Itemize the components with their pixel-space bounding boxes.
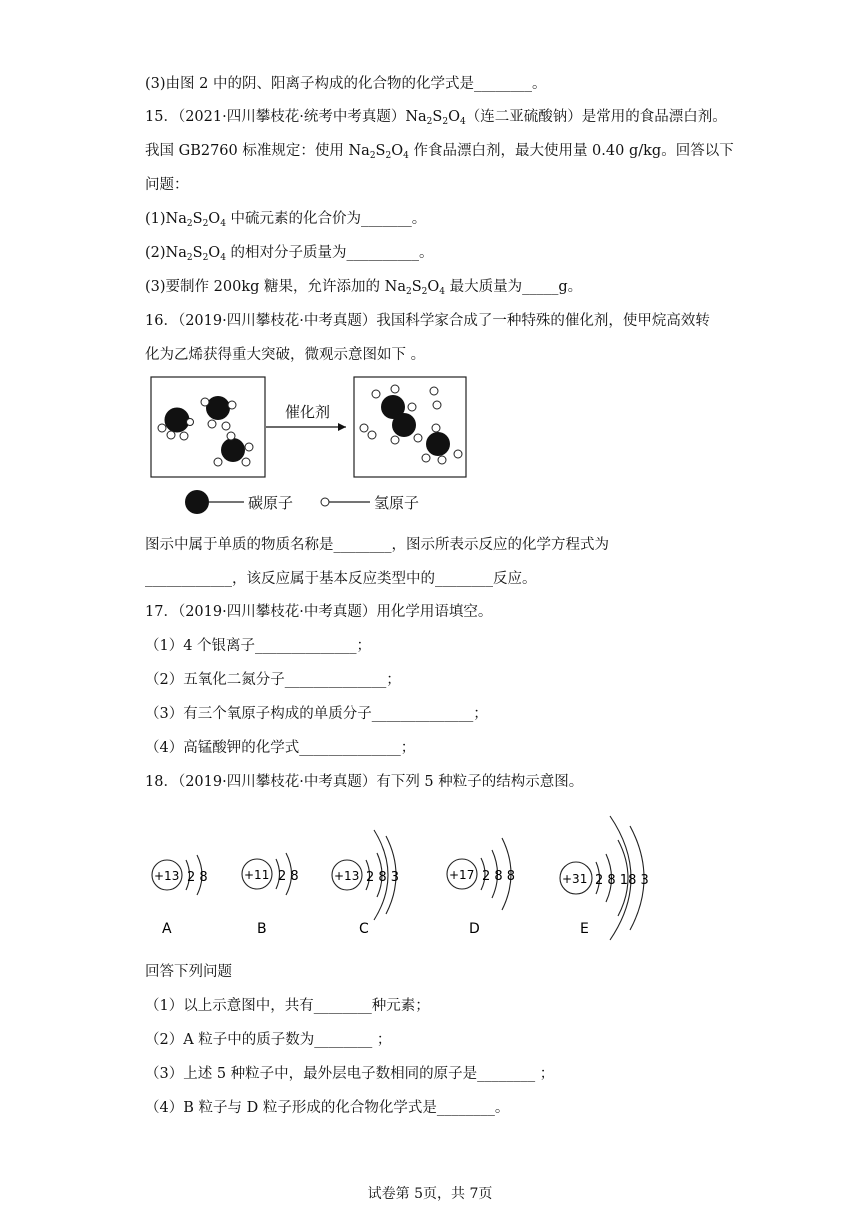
q18-item-3: （3）上述 5 种粒子中，最外层电子数相同的原子是________ ； [145,1066,555,1082]
q17-item-3: （3）有三个氧原子构成的单质分子______________； [145,706,488,722]
q18-item-1: （1）以上示意图中，共有________种元素； [145,998,430,1014]
page-footer: 试卷第 5页，共 7页 [367,1186,493,1202]
hydrogen-legend-icon [321,498,329,506]
q17-stem: 17．（2019·四川攀枝花·中考真题）用化学用语填空。 [145,604,493,620]
methane-molecule [221,438,245,462]
shells-c: 2 8 3 [366,870,400,885]
nucleus-b: +11 [244,868,270,882]
q18-prompt: 回答下列问题 [145,964,232,980]
shells-d: 2 8 8 [482,869,516,884]
q17-item-1: （1）4 个银离子______________； [145,638,372,654]
nucleus-e: +31 [562,872,588,886]
ethylene-molecule [381,395,416,437]
q18-item-4: （4）B 粒子与 D 粒子形成的化合物化学式是________。 [145,1100,510,1116]
particle-structure-diagrams [140,810,670,950]
catalyst-label: 催化剂 [285,403,331,421]
label-a: A [162,921,172,937]
nucleus-d: +17 [449,868,475,882]
legend-hydrogen-label: 氢原子 [374,494,420,512]
label-c: C [359,921,369,937]
q15-head: 15．（2021·四川攀枝花·统考中考真题） [145,109,406,125]
q16-answer-line1: 图示中属于单质的物质名称是________，图示所表示反应的化学方程式为 [145,537,609,553]
legend-carbon-label: 碳原子 [248,494,294,512]
formula-na2s2o4: $Na_2S_2O_4$ [348,143,409,161]
q18-stem: 18．（2019·四川攀枝花·中考真题）有下列 5 种粒子的结构示意图。 [145,774,584,790]
q15-part1: $(1)Na_2S_2O_4$ 中硫元素的化合价为_______。 [145,211,427,229]
q15-part2: $(2)Na_2S_2O_4$ 的相对分子质量为__________。 [145,245,434,263]
q15-stem-line3: 问题： [145,177,189,193]
label-e: E [580,921,589,937]
q15-part3: (3)要制作 200kg 糖果，允许添加的 $Na_2S_2O_4$ 最大质量为_____g。 [145,279,583,297]
ethylene-molecule [426,432,450,456]
reaction-diagram [140,372,480,520]
formula-na2s2o4: $Na_2S_2O_4$ [384,279,445,297]
formula-na2s2o4: $Na_2S_2O_4$ [165,245,226,263]
shells-a: 2 8 [187,870,208,885]
carbon-legend-icon [185,490,209,514]
label-b: B [257,921,267,937]
q17-item-2: （2）五氧化二氮分子______________； [145,672,401,688]
shells-e: 2 8 18 3 [595,873,649,888]
methane-molecule [206,396,230,420]
nucleus-c: +13 [334,869,360,883]
formula-na2s2o4: $Na_2S_2O_4$ [405,109,466,127]
q15-stem-line1: 15．（2021·四川攀枝花·统考中考真题）$Na_2S_2O_4$（连二亚硫酸钠）是常用的食品漂白剂。 [145,109,727,127]
q14-part3: (3)由图 2 中的阴、阳离子构成的化合物的化学式是________。 [145,76,547,92]
q16-stem-line1: 16．（2019·四川攀枝花·中考真题）我国科学家合成了一种特殊的催化剂，使甲烷高效转 [145,313,710,329]
q17-item-4: （4）高锰酸钾的化学式______________； [145,740,416,756]
nucleus-a: +13 [154,869,180,883]
q16-stem-line2: 化为乙烯获得重大突破，微观示意图如下 。 [145,347,426,363]
shells-b: 2 8 [278,869,299,884]
q18-item-2: （2）A 粒子中的质子数为________ ； [145,1032,392,1048]
label-d: D [469,921,480,937]
formula-na2s2o4: $Na_2S_2O_4$ [165,211,226,229]
methane-molecule [165,408,189,432]
q16-answer-line2: ____________，该反应属于基本反应类型中的________反应。 [145,571,537,587]
q15-stem-line2: 我国 GB2760 标准规定：使用 $Na_2S_2O_4$ 作食品漂白剂，最大使用量 0.40 g/kg。回答以下 [145,143,734,161]
